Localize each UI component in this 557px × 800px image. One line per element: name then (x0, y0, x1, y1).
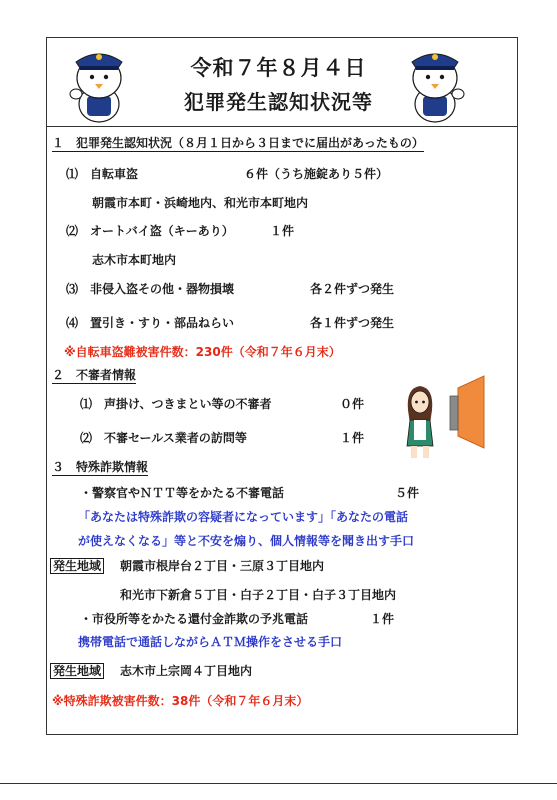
s1-item3-label: 非侵入盗その他・器物損壊 (90, 282, 235, 296)
s3-item2-count: １件 (370, 612, 395, 626)
s1-item2-count: １件 (270, 224, 295, 238)
title-divider (46, 126, 518, 127)
page-bottom-divider (0, 783, 557, 784)
s3-item1-area-label: 発生地域 (50, 558, 104, 574)
s1-item2-label: オートバイ盗（キーあり） (90, 224, 234, 238)
s2-item2-label: 不審セールス業者の訪問等 (104, 431, 247, 445)
report-title: 犯罪発生認知状況等 (184, 90, 373, 114)
s1-item4-num: ⑷ (66, 316, 79, 330)
s1-item2-detail: 志木市本町地内 (92, 253, 177, 267)
fraud-damage-note: ※特殊詐欺被害件数：38件（令和７年６月末） (52, 694, 309, 708)
s1-item4-count: 各１件ずつ発生 (310, 316, 395, 330)
s3-item1-label: ・警察官やＮＴＴ等をかたる不審電話 (80, 486, 285, 500)
s1-item4-label: 置引き・すり・部品ねらい (90, 316, 235, 330)
section2-heading: ２ 不審者情報 (52, 368, 137, 382)
section1-heading: １ 犯罪発生認知状況（８月１日から３日までに届出があったもの） (52, 136, 424, 150)
s3-item2-label: ・市役所等をかたる還付金詐欺の予兆電話 (80, 612, 309, 626)
report-date: 令和７年８月４日 (190, 56, 367, 80)
s1-item1-count: ６件（うち施錠あり５件） (244, 167, 389, 181)
s1-item1-num: ⑴ (66, 167, 79, 181)
s1-item2-num: ⑵ (66, 224, 79, 238)
s1-item3-count: 各２件ずつ発生 (310, 282, 395, 296)
s2-item1-num: ⑴ (80, 397, 93, 411)
s3-item2-area-label: 発生地域 (50, 663, 104, 679)
s3-item1-desc-line1: 「あなたは特殊詐欺の容疑者になっています」「あなたの電話 (78, 510, 409, 524)
s3-item1-area2: 和光市下新倉５丁目・白子２丁目・白子３丁目地内 (120, 588, 397, 602)
s3-item1-area1: 朝霞市根岸台２丁目・三原３丁目地内 (120, 559, 325, 573)
bicycle-theft-note: ※自転車盗難被害件数：230件（令和７年６月末） (64, 345, 341, 359)
s2-item2-count: １件 (340, 431, 365, 445)
s3-item1-count: ５件 (395, 486, 420, 500)
s3-item2-desc: 携帯電話で通話しながらＡＴＭ操作をさせる手口 (78, 635, 343, 649)
s2-item1-count: ０件 (340, 397, 365, 411)
s2-item1-label: 声掛け、つきまとい等の不審者 (104, 397, 272, 411)
s1-item1-detail: 朝霞市本町・浜崎地内、和光市本町地内 (92, 196, 309, 210)
section3-heading: ３ 特殊詐欺情報 (52, 460, 149, 474)
girl-at-door-illustration (400, 374, 488, 460)
s3-item2-area: 志木市上宗岡４丁目地内 (120, 664, 253, 678)
s3-item1-desc-line2: が使えなくなる」等と不安を煽り、個人情報等を聞き出す手口 (78, 534, 415, 548)
s1-item3-num: ⑶ (66, 282, 79, 296)
s1-item1-label: 自転車盗 (90, 167, 139, 181)
s2-item2-num: ⑵ (80, 431, 93, 445)
